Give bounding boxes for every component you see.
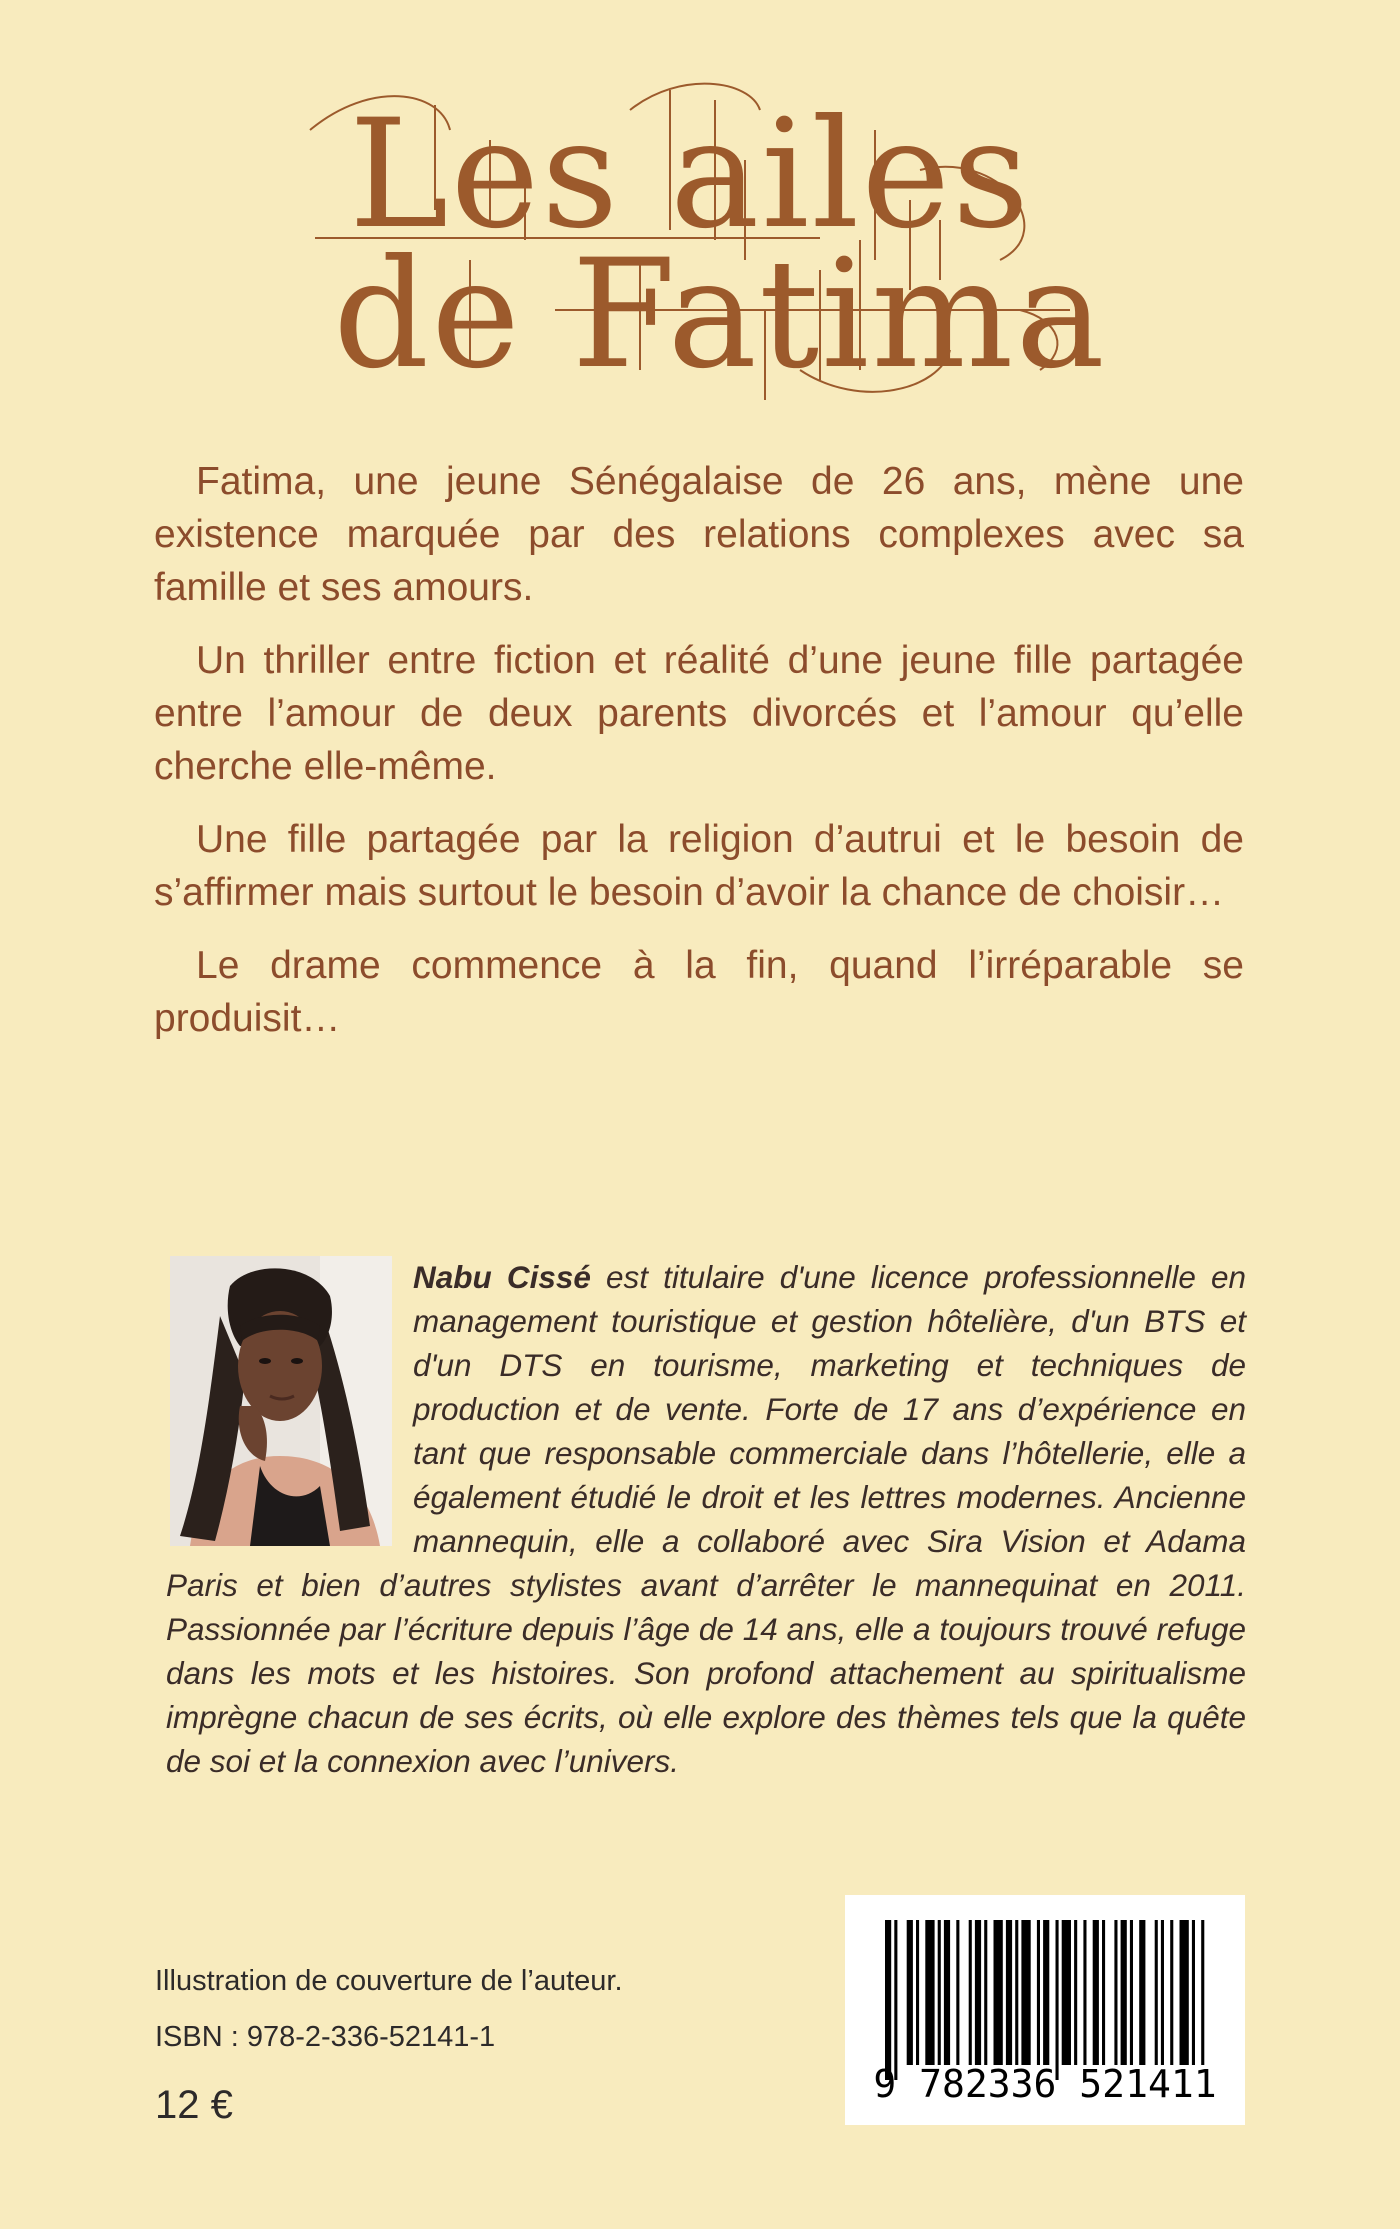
barcode-bar (1083, 1920, 1086, 2065)
barcode-bar (1062, 1920, 1071, 2065)
barcode-bar (916, 1920, 919, 2065)
title-line-2: de Fatima (333, 228, 1107, 402)
barcode-bar (1021, 1920, 1030, 2065)
barcode-bar (1006, 1920, 1012, 2065)
barcode-digits: 9 782336 521411 (873, 2062, 1217, 2106)
barcode-bar (1161, 1920, 1164, 2065)
barcode-bar (1074, 1920, 1077, 2065)
barcode-bar (1121, 1920, 1127, 2065)
barcode-bar (1015, 1920, 1018, 2065)
barcode-bar (1043, 1920, 1049, 2065)
barcode-bar (1130, 1920, 1133, 2065)
barcode-bar (1114, 1920, 1117, 2065)
barcode-bar (956, 1920, 959, 2065)
barcode-bar (925, 1920, 934, 2065)
author-bio-text: est titulaire d'une licence professionnelle en management touristique et gestion hôtelière, d'un BTS et d'un DTS en tourisme, marketing et techniques de production et de vente. Forte de 17 ans d’expérience en tant que responsable commerciale dans l’hôtellerie, elle a également étudié le droit et les lettres modernes. Ancienne mannequin, elle a collaboré avec Sira Vision et Adama Paris et bien d’autres stylistes avant d’arrêter le mannequinat en 2011. Passionnée par l’écriture depuis l’âge de 14 ans, elle a toujours trouvé refuge dans les mots et les histoires. Son profond attachement au spiritualisme imprègne chacun de ses écrits, où elle explore des thèmes tels que la quête de soi et la connexion avec l’univers. (166, 1259, 1246, 1779)
barcode-bar (1102, 1920, 1105, 2065)
book-title (300, 70, 1107, 410)
illustration-credit: Illustration de couverture de l’auteur. (155, 1965, 623, 1997)
isbn: ISBN : 978-2-336-52141-1 (155, 2021, 496, 2053)
barcode-bar (1056, 1920, 1059, 2080)
barcode-bars (845, 1895, 1245, 2125)
barcode-bar (975, 1920, 981, 2065)
barcode-bar (1155, 1920, 1158, 2065)
barcode-bar (1180, 1920, 1189, 2065)
barcode-bar (1170, 1920, 1173, 2065)
barcode (845, 1895, 1245, 2125)
author-photo (170, 1256, 392, 1546)
barcode-bar (1037, 1920, 1040, 2065)
barcode-bar (894, 1920, 897, 2080)
title-line-1: Les ailes (348, 88, 1032, 262)
barcode-bar (907, 1920, 913, 2065)
barcode-bar (984, 1920, 987, 2065)
barcode-bar (938, 1920, 941, 2065)
barcode-bar (1201, 1920, 1204, 2065)
barcode-bar (994, 1920, 1003, 2065)
barcode-bar (1093, 1920, 1099, 2065)
summary-paragraph-2: Un thriller entre fiction et réalité d’une jeune fille partagée entre l’amour de deux parents divorcés et l’amour qu’elle cherche elle-même. (154, 639, 1244, 788)
summary-paragraph-1: Fatima, une jeune Sénégalaise de 26 ans, mène une existence marquée par des relations complexes avec sa famille et ses amours. (154, 460, 1244, 609)
barcode-bar (1139, 1920, 1145, 2065)
barcode-bar (969, 1920, 972, 2065)
back-cover-summary (154, 455, 1244, 1065)
barcode-bar (944, 1920, 950, 2065)
summary-paragraph-3: Une fille partagée par la religion d’autrui et le besoin de s’affirmer mais surtout le besoin d’avoir la chance de choisir… (154, 818, 1244, 914)
barcode-bar (885, 1920, 891, 2080)
price: 12 € (155, 2083, 233, 2127)
author-name: Nabu Cissé (413, 1259, 591, 1295)
summary-paragraph-4: Le drame commence à la fin, quand l’irréparable se produisit… (154, 944, 1244, 1040)
barcode-bar (1192, 1920, 1195, 2065)
